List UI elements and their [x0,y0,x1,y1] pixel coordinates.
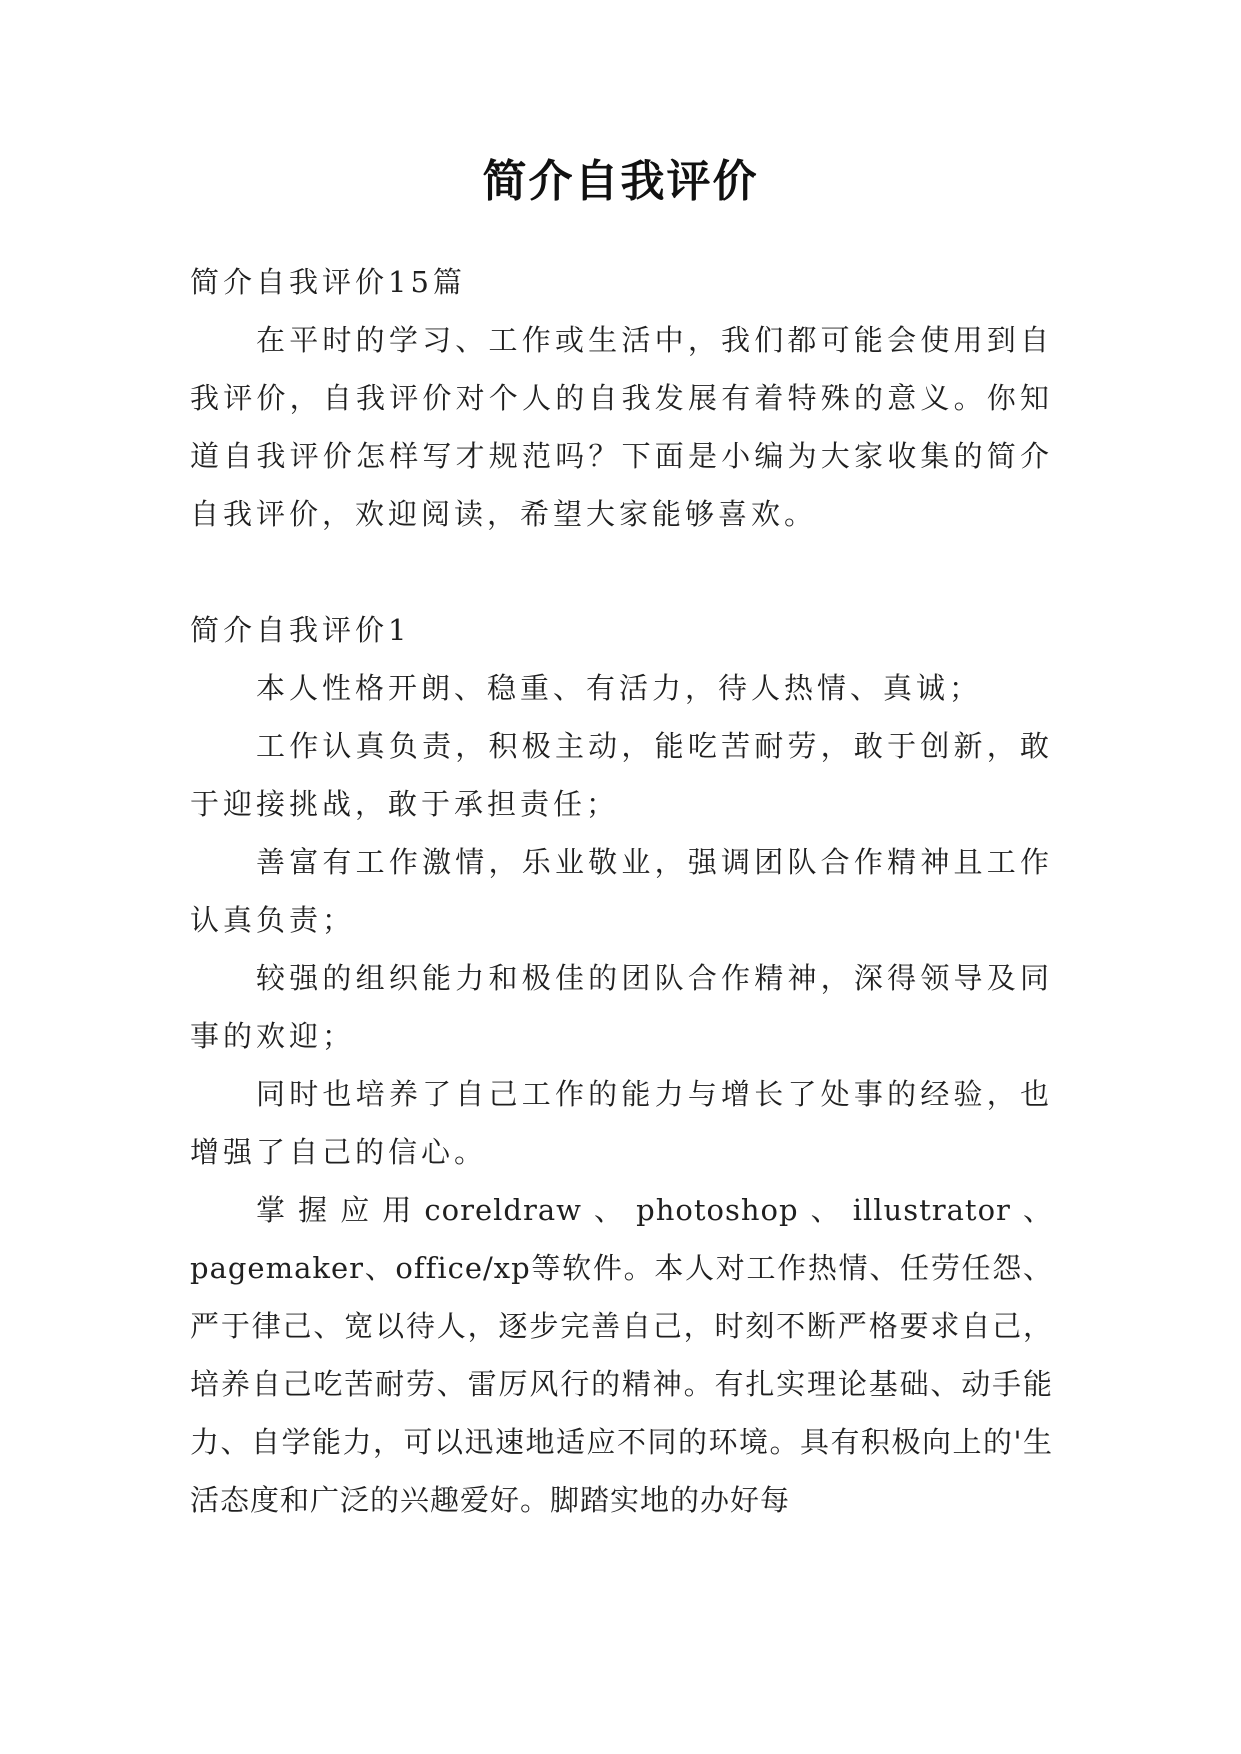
document-body [190,253,1053,1529]
section-paragraph: 善富有工作激情，乐业敬业，强调团队合作精神且工作认真负责； [190,845,1053,937]
section-paragraph: 较强的组织能力和极佳的团队合作精神，深得领导及同事的欢迎； [190,961,1053,1053]
section-heading: 简介自我评价1 [190,613,411,647]
section-paragraph: 本人性格开朗、稳重、有活力，待人热情、真诚； [256,671,983,705]
intro-paragraph: 在平时的学习、工作或生活中，我们都可能会使用到自我评价，自我评价对个人的自我发展有着特殊的意义。你知道自我评价怎样写才规范吗？下面是小编为大家收集的简介自我评价，欢迎阅读，希望大家能够喜欢。 [190,323,1053,531]
page-title: 简介自我评价 [482,156,759,207]
document-subtitle: 简介自我评价15篇 [190,265,466,299]
section-paragraph: 同时也培养了自己工作的能力与增长了处事的经验，也增强了自己的信心。 [190,1077,1053,1169]
section-paragraph: 工作认真负责，积极主动，能吃苦耐劳，敢于创新，敢于迎接挑战，敢于承担责任； [190,729,1053,821]
section-paragraph: 掌握应用coreldraw、photoshop、illustrator、pagemaker、office/xp等软件。本人对工作热情、任劳任怨、严于律己、宽以待人，逐步完善自己，时刻不断严格要求自己，培养自己吃苦耐劳、雷厉风行的精神。有扎实理论基础、动手能力、自学能力，可以迅速地适应不同的环境。具有积极向上的'生活态度和广泛的兴趣爱好。脚踏实地的办好每 [190,1193,1053,1517]
paragraph-spacer [190,543,1053,601]
